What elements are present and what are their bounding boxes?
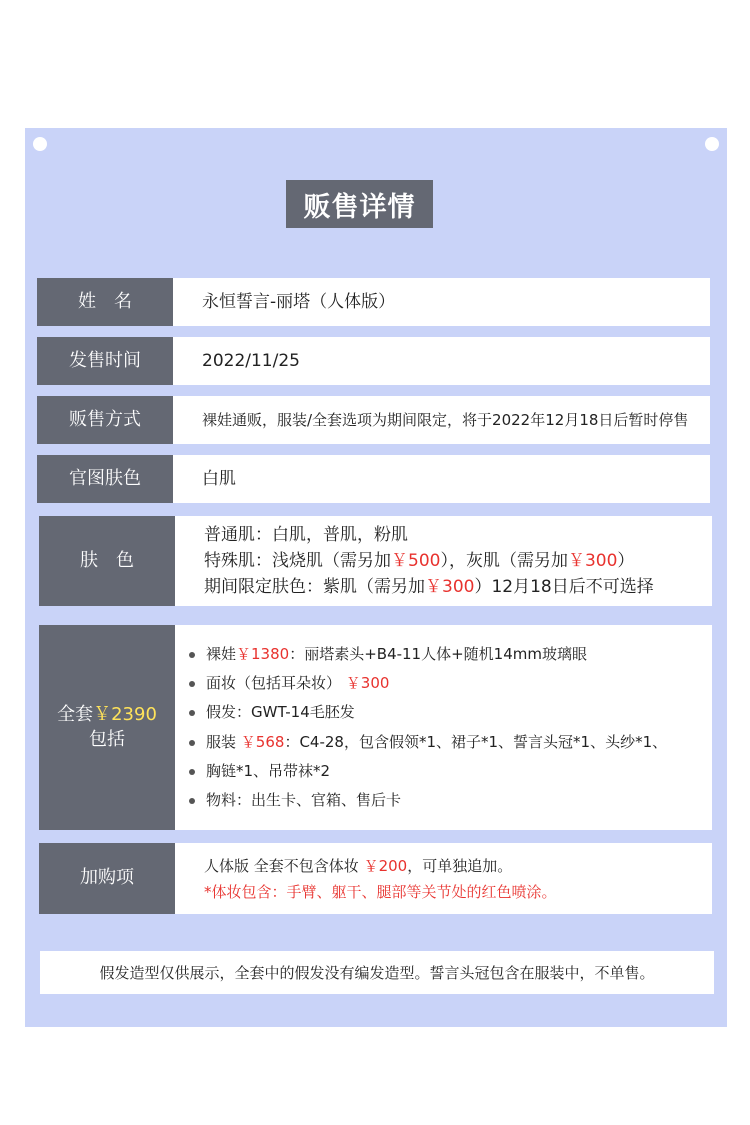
- row-official-skin: [37, 455, 710, 503]
- list-item: [188, 698, 712, 727]
- row-date: [37, 337, 710, 385]
- skin-special-price-1: ￥500: [391, 551, 441, 571]
- product-name: 永恒誓言-丽塔（人体版）: [202, 292, 396, 312]
- fullset-label-suffix: 包括: [89, 728, 125, 750]
- row-date-label: 发售时间: [37, 337, 173, 385]
- item-name: 裸娃: [206, 644, 237, 663]
- row-name-value: [173, 278, 710, 326]
- addon-price: ￥200: [363, 856, 408, 875]
- item-desc: ：丽塔素头+B4-11人体+随机14mm玻璃眼: [289, 644, 587, 663]
- row-method: [37, 396, 710, 444]
- addon-line1-prefix: 人体版 全套不包含体妆: [204, 856, 359, 875]
- row-official-skin-label: 官图肤色: [37, 455, 173, 503]
- skin-limited-price: ￥300: [425, 577, 475, 597]
- item-name: 假发：GWT-14毛胚发: [206, 703, 355, 722]
- row-fullset-label: [39, 625, 175, 830]
- item-name: 胸链*1、吊带袜*2: [206, 761, 331, 780]
- list-item: [188, 757, 712, 786]
- corner-dot-left: [33, 137, 47, 151]
- fullset-price: ￥2390: [93, 704, 157, 726]
- skin-limited-prefix: 期间限定肤色：紫肌（需另加: [204, 577, 425, 597]
- skin-normal-line: 普通肌：白肌，普肌，粉肌: [204, 525, 408, 545]
- row-skin-label: 肤 色: [39, 516, 175, 606]
- fullset-items: [188, 640, 712, 815]
- list-item: [188, 786, 712, 815]
- page-title: 贩售详情: [286, 180, 433, 228]
- fullset-label-prefix: 全套: [57, 704, 94, 726]
- row-official-skin-value: [173, 455, 710, 503]
- row-fullset: [39, 625, 712, 830]
- skin-special-mid: ），灰肌（需另加: [440, 551, 568, 571]
- release-date: 2022/11/25: [202, 351, 300, 371]
- list-item: [188, 669, 712, 698]
- fullset-label-top: [57, 703, 157, 727]
- sale-details-card: [25, 128, 727, 1027]
- skin-special-suffix: ）: [617, 551, 635, 571]
- list-item: [188, 728, 712, 757]
- row-name: [37, 278, 710, 326]
- official-skin-text: 白肌: [202, 469, 236, 489]
- row-fullset-value: [175, 625, 712, 830]
- row-skin-value: [175, 516, 712, 606]
- row-name-label: 姓 名: [37, 278, 173, 326]
- item-name: 服装: [206, 732, 237, 751]
- skin-limited-line: [204, 574, 712, 600]
- item-price: ￥300: [345, 674, 390, 693]
- addon-line-2: *体妆包含：手臂、躯干、腿部等关节处的红色喷涂。: [204, 882, 557, 901]
- row-skin: [39, 516, 712, 606]
- sale-method-text: 裸娃通贩，服装/全套选项为期间限定，将于2022年12月18日后暂时停售: [202, 411, 689, 429]
- item-name: 物料：出生卡、官箱、售后卡: [206, 790, 402, 809]
- row-addon-label: 加购项: [39, 843, 175, 914]
- skin-limited-suffix: ）12月18日后不可选择: [474, 577, 654, 597]
- addon-line-1: [204, 853, 712, 879]
- item-price: ￥1380: [236, 644, 290, 663]
- row-addon-value: [175, 843, 712, 914]
- row-method-label: 贩售方式: [37, 396, 173, 444]
- item-name: 面妆（包括耳朵妆）: [206, 674, 342, 693]
- footer-note: 假发造型仅供展示，全套中的假发没有编发造型。誓言头冠包含在服装中，不单售。: [40, 951, 714, 994]
- corner-dot-right: [705, 137, 719, 151]
- skin-special-price-2: ￥300: [567, 551, 618, 571]
- skin-special-line: [204, 548, 712, 574]
- item-price: ￥568: [240, 732, 285, 751]
- row-method-value: [173, 396, 710, 444]
- list-item: [188, 640, 712, 669]
- skin-special-prefix: 特殊肌：浅烧肌（需另加: [204, 551, 391, 571]
- item-desc: ：C4-28，包含假领*1、裙子*1、誓言头冠*1、头纱*1、: [284, 732, 668, 751]
- row-addon: [39, 843, 712, 914]
- row-date-value: [173, 337, 710, 385]
- addon-line1-suffix: ，可单独追加。: [407, 856, 513, 875]
